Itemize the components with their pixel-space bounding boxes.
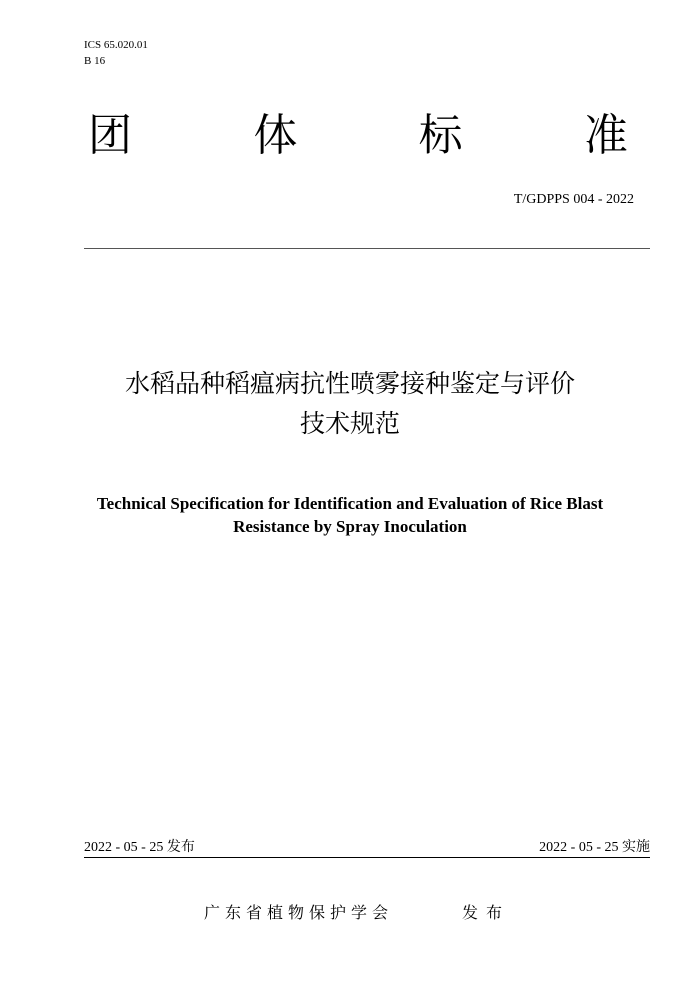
english-title-line: Resistance by Spray Inoculation [233,517,467,536]
chinese-title-line: 水稻品种稻瘟病抗性喷雾接种鉴定与评价 [124,369,575,398]
ics-code: ICS 65.020.01 [84,39,148,51]
standard-type-heading [88,104,628,168]
standard-type-char: 标 [418,110,463,161]
footer-divider [84,857,650,858]
english-title-line: Technical Specification for Identification and Evaluation of Rice Blast [96,494,604,513]
english-title [40,492,660,538]
publisher-name: 广东省植物保护学会 [204,903,394,922]
chinese-title [0,364,700,444]
standard-type-char: 体 [253,110,298,161]
issue-date: 2022 - 05 - 25 发布 [84,840,195,855]
standard-number: T/GDPPS 004 - 2022 [513,192,634,207]
ccs-code: B 16 [84,55,106,67]
chinese-title-line: 技术规范 [299,409,400,438]
standard-type-char: 团 [88,110,132,161]
implement-date: 2022 - 05 - 25 实施 [539,840,650,855]
standard-type-char: 准 [583,110,628,161]
header-divider [84,248,650,249]
publish-label: 发布 [462,903,511,922]
